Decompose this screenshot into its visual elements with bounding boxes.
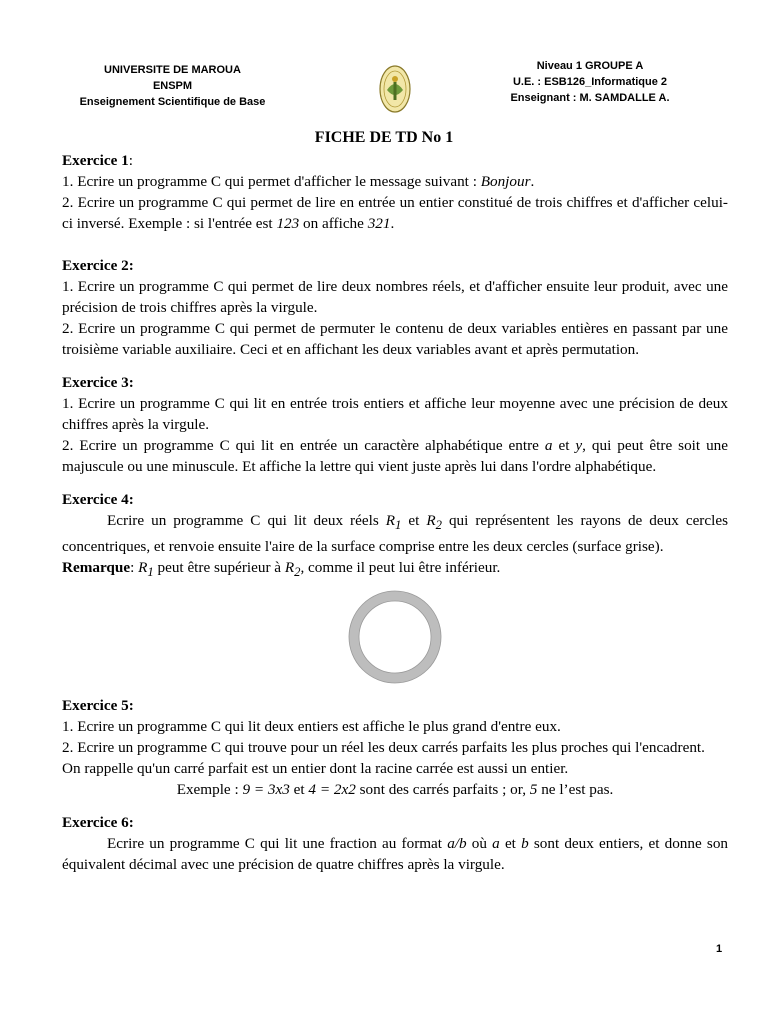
concentric-circles-figure [62, 583, 728, 695]
exercise-5-reminder: On rappelle qu'un carré parfait est un entier dont la racine carrée est aussi un entier. [62, 760, 569, 778]
exercise-sheet [62, 150, 728, 875]
exercise-4-heading: Exercice 4: [62, 491, 134, 508]
exercise-5-heading: Exercice 5: [62, 697, 134, 715]
header-right [500, 58, 680, 106]
exercise-1-item-2: 2. Ecrire un programme C qui permet de lire en entrée un entier constitué de trois chiffres et d'afficher celui-ci inversé. Exemple : si l'entrée est 123 on affiche 321. [62, 194, 728, 232]
university-emblem-icon [378, 64, 412, 114]
department-name: Enseignement Scientifique de Base [79, 96, 266, 108]
exercise-2-item-1: 1. Ecrire un programme C qui permet de lire deux nombres réels, et d'afficher ensuite leur produit, avec une précision de trois chiffres après la virgule. [62, 278, 728, 316]
exercise-6-heading: Exercice 6: [62, 814, 134, 832]
exercise-6-statement: Ecrire un programme C qui lit une fraction au format a/b où a et b sont deux entiers, et donne son équivalent décimal avec une précision de quatre chiffres après la virgule. [62, 835, 729, 874]
exercise-4-statement: Ecrire un programme C qui lit deux réels $R_1$ et $R_2$ qui représentent les rayons de deux cercles concentriques, et renvoie ensuite l'aire de la surface comprise entre les deux cercles (surface grise). [62, 512, 728, 556]
exercise-3-item-1: 1. Ecrire un programme C qui lit en entrée trois entiers et affiche leur moyenne avec une précision de deux chiffres après la virgule. [62, 395, 728, 433]
course-unit: U.E. : ESB126_Informatique 2 [512, 76, 668, 88]
annulus-shape [347, 589, 443, 685]
university-name: UNIVERSITE DE MAROUA [104, 64, 241, 76]
exercise-5-item-1: 1. Ecrire un programme C qui lit deux entiers est affiche le plus grand d'entre eux. [62, 718, 561, 736]
page-title: FICHE DE TD No 1 [314, 129, 454, 146]
exercise-4-remark: Remarque: $R_1$ peut être supérieur à $R_2$, comme il peut lui être inférieur. [62, 559, 501, 580]
exercise-3-item-2: 2. Ecrire un programme C qui lit en entrée un caractère alphabétique entre a et y, qui peut être soit une majuscule ou une minuscule. Et affiche la lettre qui vient juste après lui dans l'ordre alphabétique. [62, 437, 729, 475]
header-left [70, 62, 275, 110]
level-group: Niveau 1 GROUPE A [536, 60, 644, 72]
exercise-5-item-2: 2. Ecrire un programme C qui trouve pour un réel les deux carrés parfaits les plus proches qui l'encadrent. [62, 739, 705, 757]
school-name: ENSPM [152, 80, 193, 92]
exercise-1-heading: Exercice 1: [62, 152, 133, 169]
page-number: 1 [716, 943, 723, 955]
teacher: Enseignant : M. SAMDALLE A. [510, 92, 670, 104]
exercise-2-item-2: 2. Ecrire un programme C qui permet de permuter le contenu de deux variables entières en passant par une troisième variable auxiliaire. Ceci et en affichant les deux variables avant et après permutation. [62, 320, 728, 358]
exercise-2-heading: Exercice 2: [62, 257, 134, 274]
exercise-1-item-1: 1. Ecrire un programme C qui permet d'afficher le message suivant : Bonjour. [62, 173, 535, 190]
exercise-3-heading: Exercice 3: [62, 374, 134, 391]
exercise-5-example: Exemple : 9 = 3x3 et 4 = 2x2 sont des carrés parfaits ; or, 5 ne l’est pas. [176, 781, 614, 799]
